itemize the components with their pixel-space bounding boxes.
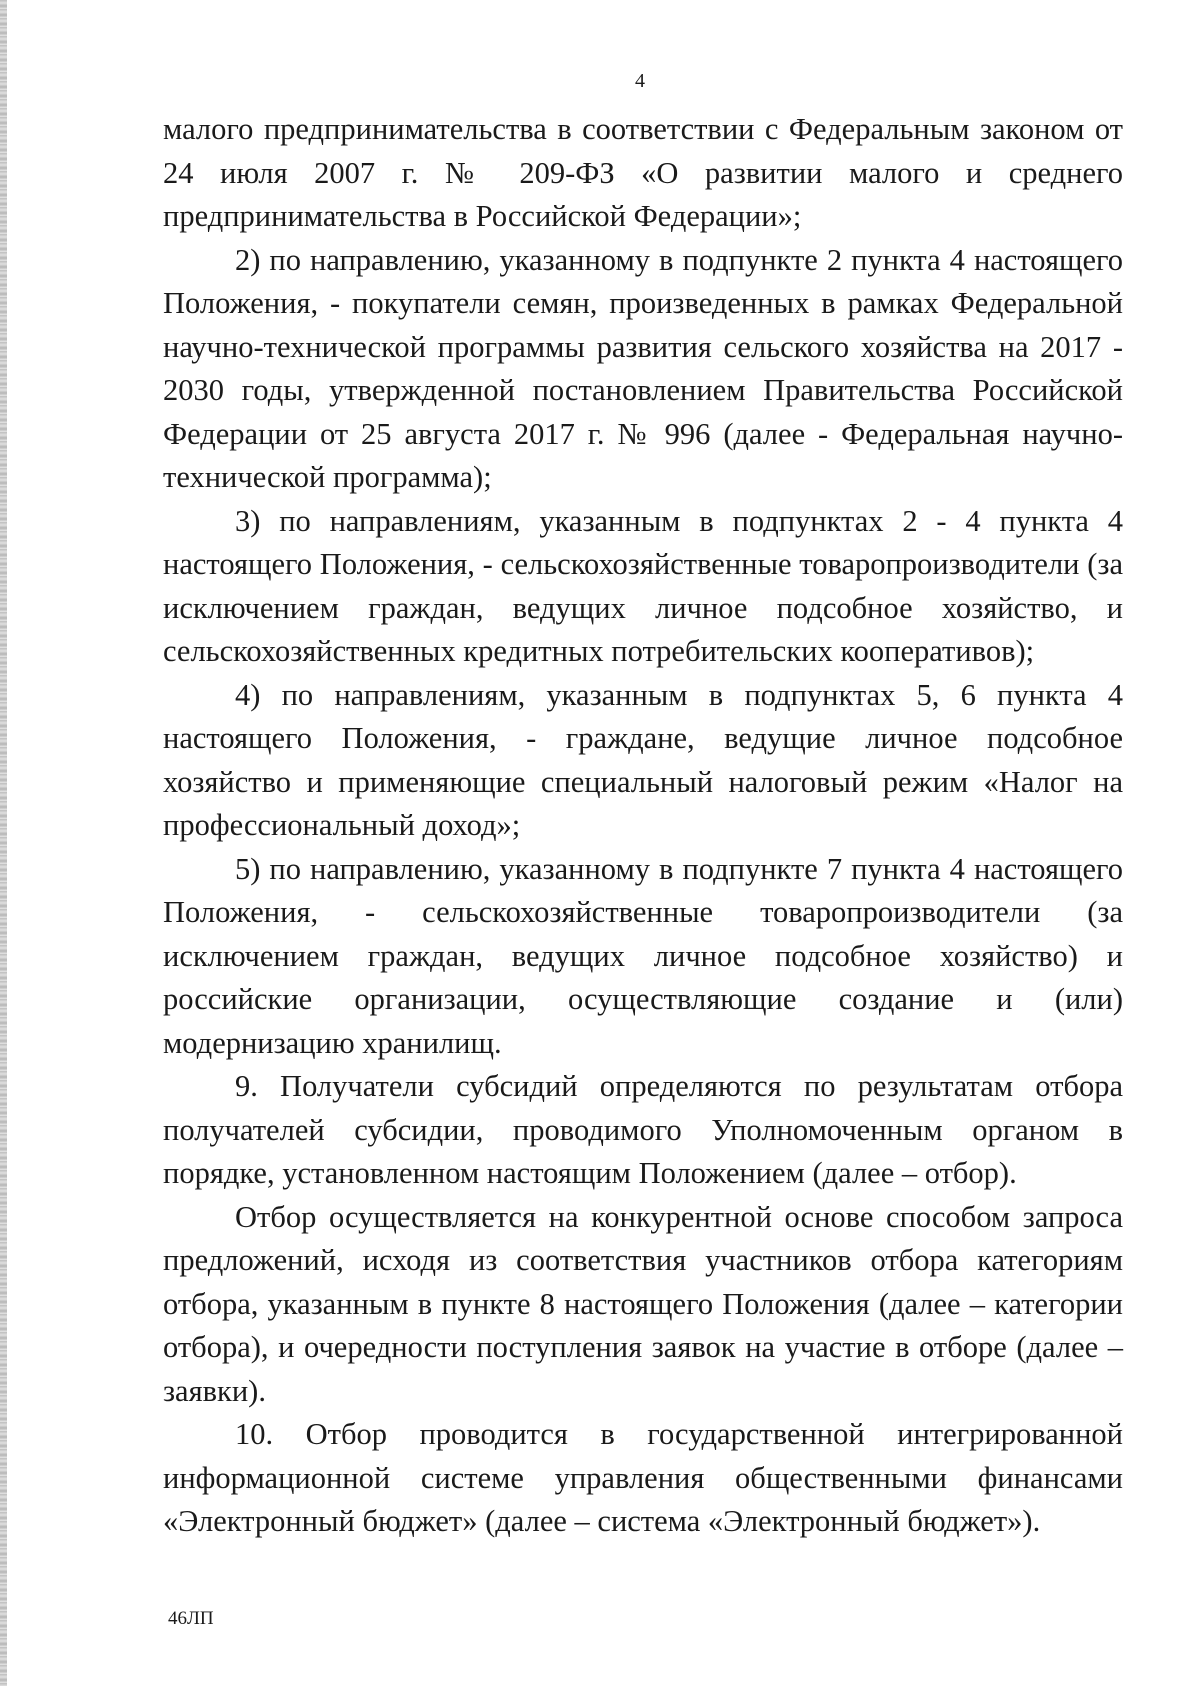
page-number: 4: [635, 70, 645, 92]
paragraph-item-10: 10. Отбор проводится в государственной интегрированной информационной системе управления общественными финансами «Электронный бюджет» (далее – система «Электронный бюджет»).: [163, 1417, 1123, 1538]
paragraph-subitem-4: 4) по направлениям, указанным в подпунктах 5, 6 пункта 4 настоящего Положения, - граждане, ведущие личное подсобное хозяйство и применяющие специальный налоговый режим «Налог на профессиональный доход»;: [163, 677, 1123, 842]
paragraph-item-9: 9. Получатели субсидий определяются по результатам отбора получателей субсидии, проводимого Уполномоченным органом в порядке, установленном настоящим Положением (далее – отбор).: [163, 1069, 1123, 1190]
paragraph-subitem-2: 2) по направлению, указанному в подпункте 2 пункта 4 настоящего Положения, - покупатели семян, произведенных в рамках Федеральной научно-технической программы развития сельского хозяйства на 2017 - 2030 годы, утвержденной постановлением Правительства Российской Федерации от 25 августа 2017 г. № 996 (далее - Федеральная научно-технической программа);: [163, 242, 1123, 494]
paragraph-selection-method: Отбор осуществляется на конкурентной основе способом запроса предложений, исходя из соответствия участников отбора категориям отбора, указанным в пункте 8 настоящего Положения (далее – категории отбора), и очередности поступления заявок на участие в отборе (далее – заявки).: [163, 1199, 1123, 1408]
scan-edge: [0, 0, 7, 1686]
document-body: [163, 108, 1123, 1544]
paragraph-subitem-3: 3) по направлениям, указанным в подпунктах 2 - 4 пункта 4 настоящего Положения, - сельскохозяйственные товаропроизводители (за исключением граждан, ведущих личное подсобное хозяйство, и сельскохозяйственных кредитных потребительских кооперативов);: [163, 503, 1123, 668]
paragraph-continuation: малого предпринимательства в соответствии с Федеральным законом от 24 июля 2007 г. № 209-ФЗ «О развитии малого и среднего предпринимательства в Российской Федерации»;: [163, 112, 1123, 233]
paragraph-subitem-5: 5) по направлению, указанному в подпункте 7 пункта 4 настоящего Положения, - сельскохозяйственные товаропроизводители (за исключением граждан, ведущих личное подсобное хозяйство) и российские организации, осуществляющие создание и (или) модернизацию хранилищ.: [163, 851, 1123, 1060]
footer-code: 46ЛП: [168, 1608, 214, 1629]
